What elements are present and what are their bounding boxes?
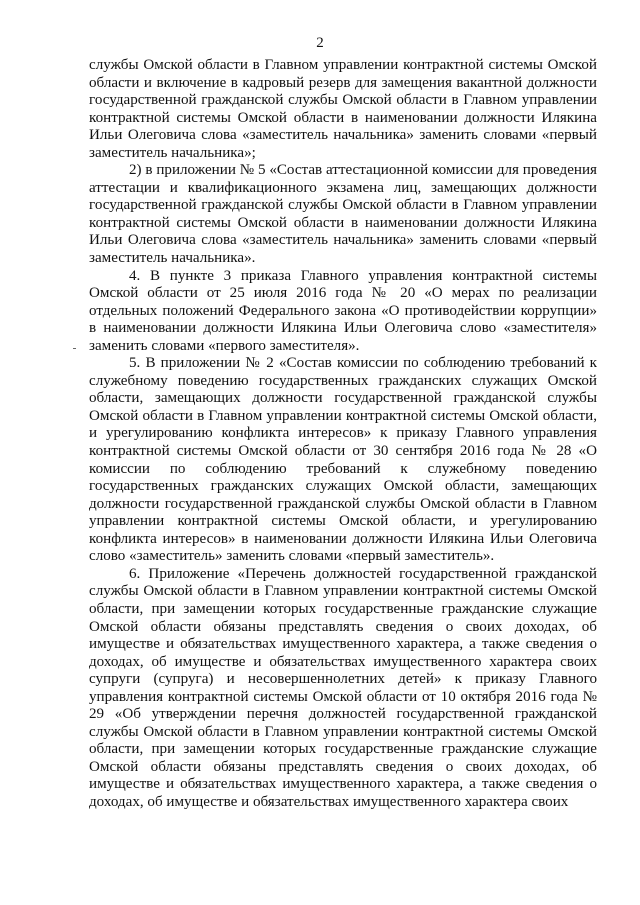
margin-mark: [73, 348, 76, 349]
page-number: 2: [316, 35, 324, 51]
paragraph-item-4: 4. В пункте 3 приказа Главного управления контрактной системы Омской области от 25 июля 2016 года № 20 «О мерах по реализации отдельных положений Федерального закона «О противодействии коррупции» в наименовании должности Илякина Ильи Олеговича слово «заместителя» заменить словами «первого заместителя».: [89, 267, 597, 354]
paragraph-continuation: службы Омской области в Главном управлении контрактной системы Омской области и включение в кадровый резерв для замещения вакантной должности государственной гражданской службы Омской области в Главном управлении контрактной системы Омской области в наименовании должности Илякина Ильи Олеговича слова «заместитель начальника» заменить словами «первый заместитель начальника»;: [89, 57, 597, 161]
paragraph-item-6: 6. Приложение «Перечень должностей государственной гражданской службы Омской области в Главном управлении контрактной системы Омской области, при замещении которых государственные гражданские служащие Омской области обязаны представлять сведения о своих доходах, об имуществе и обязательствах имущественного характера, а также сведения о доходах, об имуществе и обязательствах имущественного характера своих супруги (супруга) и несовершеннолетних детей» к приказу Главного управления контрактной системы Омской области от 10 октября 2016 года № 29 «Об утверждении перечня должностей государственной гражданской службы Омской области в Главном управлении контрактной системы Омской области, при замещении которых государственные гражданские служащие Омской области обязаны представлять сведения о своих доходах, об имуществе и обязательствах имущественного характера, а также сведения о доходах, об имуществе и обязательствах имущественного характера своих: [89, 565, 597, 810]
paragraph-item-2: 2) в приложении № 5 «Состав аттестационной комиссии для проведения аттестации и квалификационного экзамена лиц, замещающих должности государственной гражданской службы Омской области в Главном управлении контрактной системы Омской области в наименовании должности Илякина Ильи Олеговича слова «заместитель начальника» заменить словами «первый заместитель начальника».: [89, 162, 597, 267]
document-body: [89, 57, 597, 812]
paragraph-item-5: 5. В приложении № 2 «Состав комиссии по соблюдению требований к служебному поведению государственных гражданских служащих Омской области, замещающих должности государственной гражданской службы Омской области в Главном управлении контрактной системы Омской области, и урегулированию конфликта интересов» к приказу Главного управления контрактной системы Омской области от 30 сентября 2016 года № 28 «О комиссии по соблюдению требований к служебному поведению государственных гражданских служащих Омской области, замещающих должности государственной гражданской службы Омской области в Главном управлении контрактной системы Омской области, и урегулированию конфликта интересов» в наименовании должности Илякина Ильи Олеговича слово «заместитель» заменить словами «первый заместитель».: [89, 355, 597, 565]
